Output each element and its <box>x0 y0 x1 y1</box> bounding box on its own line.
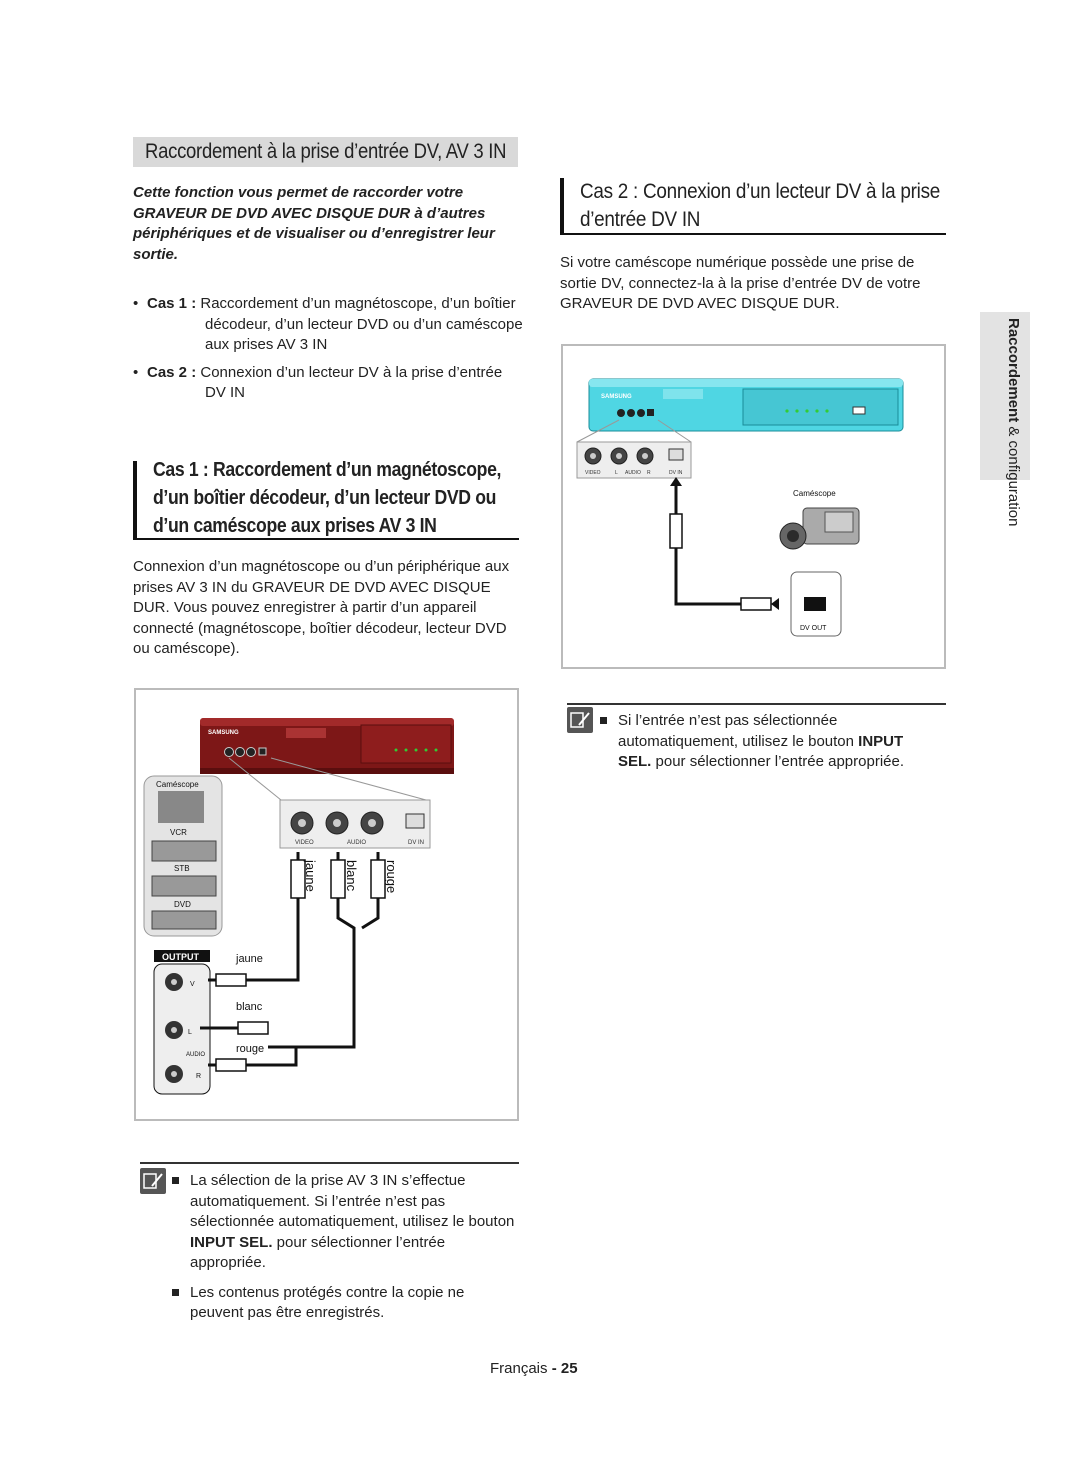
note-text: pour sélectionner l’entrée appropriée. <box>190 1233 446 1271</box>
heading-bar <box>133 461 137 539</box>
label-jaune-v: jaune <box>303 860 318 892</box>
note-item <box>600 711 940 773</box>
dvd-recorder <box>589 379 903 431</box>
chapter-side-tab <box>980 312 1030 527</box>
note-item <box>172 1283 517 1324</box>
label-blanc-h: blanc <box>236 1001 263 1013</box>
cas1-figure <box>134 688 519 1121</box>
section-title-text: Raccordement à la prise d’entrée DV, AV 3 IN <box>145 140 507 163</box>
heading-bar <box>560 178 564 234</box>
cas2-notes <box>600 711 940 782</box>
out-audio-label: AUDIO <box>186 1052 206 1058</box>
note-text: Les contenus protégés contre la copie ne peuvent pas être enregistrés. <box>190 1283 465 1321</box>
jack-label-l: L <box>615 470 618 476</box>
jack-label-dvin: DV IN <box>408 840 425 846</box>
list-item <box>133 363 523 404</box>
av3-jack-panel <box>280 800 430 848</box>
case-text: Raccordement d’un magnétoscope, d’un boîtier décodeur, d’un lecteur DVD ou d’un caméscope aux prises AV 3 IN <box>196 295 523 353</box>
list-item <box>133 294 523 356</box>
device-label-camescope: Caméscope <box>156 780 199 789</box>
heading-rule <box>560 233 946 235</box>
label-rouge-v: rouge <box>384 860 399 894</box>
out-l-label: L <box>188 1029 192 1036</box>
note-square <box>600 717 607 724</box>
jack-label-audio: AUDIO <box>625 470 641 476</box>
note-square <box>172 1289 179 1296</box>
dv-out-panel <box>791 572 841 636</box>
note-bold: INPUT SEL. <box>618 732 904 770</box>
note-text: Si l’entrée n’est pas sélectionnée automatiquement, utilisez le bouton <box>618 712 859 750</box>
cas1-heading <box>153 456 513 540</box>
label-rouge-h: rouge <box>236 1043 265 1055</box>
jack-label-video: VIDEO <box>585 470 601 476</box>
footer-separator: - <box>547 1360 561 1377</box>
source-devices-panel <box>144 776 222 936</box>
cas1-notes <box>172 1171 517 1333</box>
chapter-tab-label <box>998 318 1028 527</box>
dv-out-label: DV OUT <box>800 625 827 632</box>
cas2-paragraph: Si votre caméscope numérique possède une prise de sortie DV, connectez-la à la prise d’entrée DV de votre GRAVEUR DE DVD AVEC DISQUE DUR. <box>560 254 921 312</box>
note-icon <box>567 707 593 733</box>
cas1-heading-text: Cas 1 : Raccordement d’un magnétoscope, d’un boîtier décodeur, d’un lecteur DVD ou d’un caméscope aux prises AV 3 IN <box>153 458 502 537</box>
bullet-dot: • <box>133 363 139 381</box>
cables <box>246 898 378 1065</box>
label-blanc-v: blanc <box>344 860 359 892</box>
heading-rule <box>133 538 519 540</box>
out-v-label: V <box>190 981 195 988</box>
note-text: pour sélectionner l’entrée appropriée. <box>651 753 904 770</box>
recorder-brand: SAMSUNG <box>601 394 632 400</box>
cas2-heading <box>580 178 950 234</box>
note-rule <box>140 1162 519 1164</box>
note-square <box>172 1177 179 1184</box>
footer-language: Français <box>490 1360 548 1377</box>
dv-jack-panel <box>577 442 691 478</box>
jack-label-dvin: DV IN <box>669 470 683 476</box>
jack-label-r: R <box>647 470 651 476</box>
jack-label-video: VIDEO <box>295 840 314 846</box>
note-icon <box>140 1168 166 1194</box>
note-text: La sélection de la prise AV 3 IN s’effectue automatiquement. Si l’entrée n’est pas sélectionnée automatiquement, utilisez le bouton <box>190 1172 515 1230</box>
jack-label-audio: AUDIO <box>347 840 367 846</box>
label-jaune-h: jaune <box>236 953 263 965</box>
camcorder <box>780 508 859 549</box>
device-label-stb: STB <box>174 864 190 873</box>
cas1-paragraph: Connexion d’un magnétoscope ou d’un périphérique aux prises AV 3 IN du GRAVEUR DE DVD AVEC DISQUE DUR. Vous pouvez enregistrer à partir d’un appareil connecté (magnétoscope, boîtier décodeur, lecteur DVD ou caméscope). <box>133 558 510 657</box>
cas2-figure <box>561 344 946 669</box>
out-r-label: R <box>196 1073 202 1080</box>
bullet-dot: • <box>133 295 139 312</box>
case-text: Connexion d’un lecteur DV à la prise d’entrée DV IN <box>196 363 503 401</box>
output-label: OUTPUT <box>162 952 199 962</box>
case-list <box>133 294 523 411</box>
device-label-dvd: DVD <box>174 900 191 909</box>
chapter-tab-bold: Raccordement <box>1005 318 1022 423</box>
note-bold: INPUT SEL. <box>190 1233 273 1251</box>
recorder-brand: SAMSUNG <box>208 730 239 736</box>
page-number: 25 <box>560 1360 578 1377</box>
camcorder-label: Caméscope <box>793 489 836 498</box>
device-label-vcr: VCR <box>170 828 187 837</box>
note-rule <box>567 703 946 705</box>
case-label: Cas 2 : <box>147 363 197 381</box>
chapter-tab-rest: & configuration <box>1005 422 1022 527</box>
note-item <box>172 1171 517 1274</box>
case-label: Cas 1 : <box>147 295 197 312</box>
intro-paragraph: Cette fonction vous permet de raccorder votre GRAVEUR DE DVD AVEC DISQUE DUR à d’autres périphériques et de visualiser ou d’enregistrer leur sortie. <box>133 184 495 263</box>
output-panel <box>154 950 210 1094</box>
section-title <box>133 137 518 167</box>
cas2-heading-text: Cas 2 : Connexion d’un lecteur DV à la prise d’entrée DV IN <box>580 180 941 231</box>
page-footer <box>490 1360 578 1377</box>
dv-cable <box>670 477 779 610</box>
